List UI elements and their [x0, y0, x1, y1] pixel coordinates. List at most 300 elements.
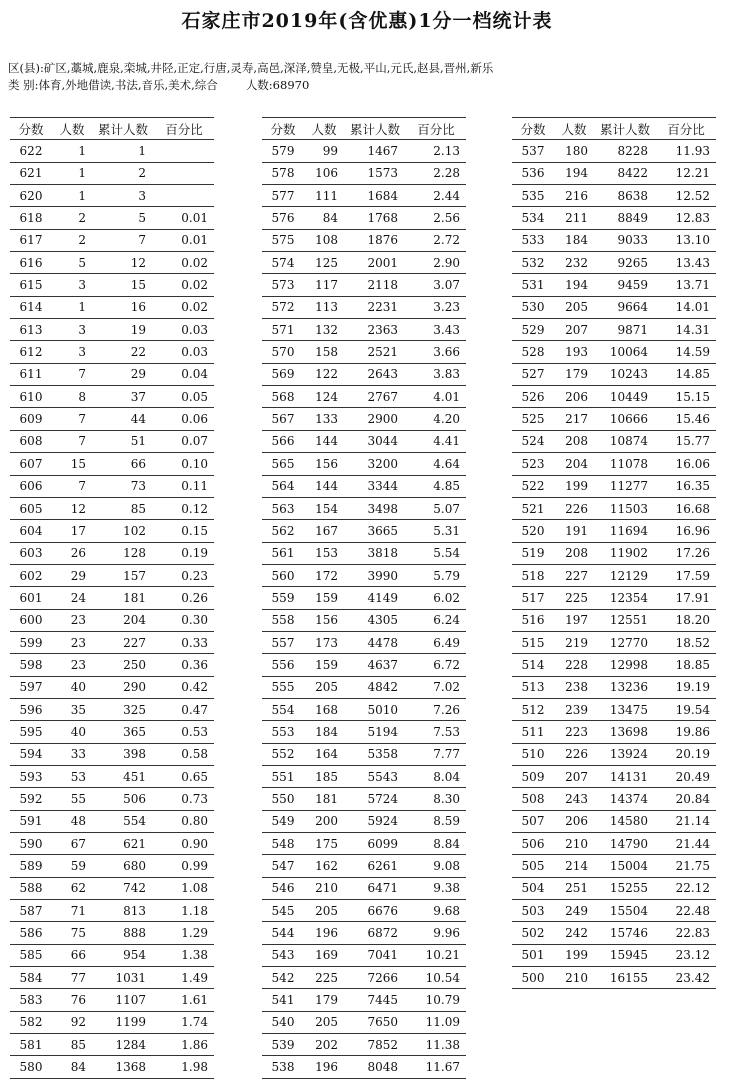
cell-percent: 4.20: [406, 408, 466, 430]
cell-score: 544: [262, 922, 304, 944]
cell-count: 207: [554, 765, 594, 787]
cell-count: 173: [304, 631, 344, 653]
cell-cumulative: 2900: [344, 408, 406, 430]
cell-score: 573: [262, 274, 304, 296]
table-header-row: [262, 118, 466, 140]
cell-cumulative: 6676: [344, 900, 406, 922]
cell-cumulative: 9459: [594, 274, 656, 296]
cell-score: 522: [512, 475, 554, 497]
cell-score: 552: [262, 743, 304, 765]
total-count: 人数:68970: [245, 78, 310, 92]
cell-cumulative: 7650: [344, 1011, 406, 1033]
table-row: [262, 497, 466, 519]
cell-count: 181: [304, 788, 344, 810]
table-row: [262, 162, 466, 184]
cell-count: 133: [304, 408, 344, 430]
header-score: 分数: [262, 118, 304, 140]
cell-count: 239: [554, 698, 594, 720]
cell-score: 601: [10, 587, 52, 609]
cell-score: 598: [10, 654, 52, 676]
table-row: [262, 877, 466, 899]
cell-cumulative: 2521: [344, 341, 406, 363]
cell-percent: 0.04: [154, 363, 214, 385]
cell-percent: 11.09: [406, 1011, 466, 1033]
cell-score: 536: [512, 162, 554, 184]
table-row: [10, 475, 214, 497]
cell-count: 7: [52, 363, 92, 385]
cell-score: 547: [262, 855, 304, 877]
cell-count: 99: [304, 140, 344, 162]
cell-count: 216: [554, 185, 594, 207]
cell-cumulative: 227: [92, 631, 154, 653]
cell-count: 225: [304, 967, 344, 989]
cell-score: 521: [512, 497, 554, 519]
table-row: [10, 363, 214, 385]
cell-percent: 17.91: [656, 587, 716, 609]
cell-percent: 12.83: [656, 207, 716, 229]
table-row: [262, 252, 466, 274]
score-table-1: [10, 117, 214, 1079]
cell-score: 555: [262, 676, 304, 698]
cell-score: 571: [262, 319, 304, 341]
cell-count: 1: [52, 162, 92, 184]
cell-percent: 14.59: [656, 341, 716, 363]
cell-percent: 2.56: [406, 207, 466, 229]
table-row: [512, 654, 716, 676]
table-row: [262, 296, 466, 318]
table-row: [10, 386, 214, 408]
cell-score: 577: [262, 185, 304, 207]
cell-score: 563: [262, 497, 304, 519]
cell-count: 7: [52, 408, 92, 430]
cell-percent: 0.23: [154, 564, 214, 586]
cell-score: 513: [512, 676, 554, 698]
cell-count: 12: [52, 497, 92, 519]
cell-score: 514: [512, 654, 554, 676]
table-row: [512, 140, 716, 162]
cell-score: 595: [10, 721, 52, 743]
table-row: [512, 430, 716, 452]
cell-cumulative: 11078: [594, 453, 656, 475]
table-row: [262, 788, 466, 810]
table-row: [512, 698, 716, 720]
cell-count: 106: [304, 162, 344, 184]
cell-cumulative: 16155: [594, 967, 656, 989]
cell-percent: 3.23: [406, 296, 466, 318]
cell-count: 26: [52, 542, 92, 564]
cell-percent: 0.30: [154, 609, 214, 631]
table-row: [10, 1034, 214, 1056]
header-score: 分数: [10, 118, 52, 140]
cell-cumulative: 10449: [594, 386, 656, 408]
cell-count: 164: [304, 743, 344, 765]
cell-cumulative: 4637: [344, 654, 406, 676]
cell-cumulative: 5010: [344, 698, 406, 720]
table-row: [262, 743, 466, 765]
cell-score: 554: [262, 698, 304, 720]
cell-score: 553: [262, 721, 304, 743]
cell-score: 615: [10, 274, 52, 296]
cell-score: 539: [262, 1034, 304, 1056]
table-row: [262, 140, 466, 162]
cell-score: 511: [512, 721, 554, 743]
table-row: [262, 520, 466, 542]
cell-score: 588: [10, 877, 52, 899]
cell-score: 599: [10, 631, 52, 653]
table-row: [10, 1056, 214, 1078]
cell-percent: 0.01: [154, 229, 214, 251]
cell-score: 589: [10, 855, 52, 877]
cell-percent: 0.07: [154, 430, 214, 452]
cell-cumulative: 12354: [594, 587, 656, 609]
cell-cumulative: 1467: [344, 140, 406, 162]
cell-percent: 0.65: [154, 765, 214, 787]
cell-score: 527: [512, 363, 554, 385]
cell-count: 196: [304, 922, 344, 944]
table-row: [10, 162, 214, 184]
cell-cumulative: 2643: [344, 363, 406, 385]
cell-count: 204: [554, 453, 594, 475]
table-header-row: [512, 118, 716, 140]
cell-cumulative: 3044: [344, 430, 406, 452]
table-row: [262, 542, 466, 564]
cell-cumulative: 19: [92, 319, 154, 341]
cell-score: 576: [262, 207, 304, 229]
cell-score: 597: [10, 676, 52, 698]
cell-score: 520: [512, 520, 554, 542]
cell-count: 92: [52, 1011, 92, 1033]
table-row: [10, 765, 214, 787]
cell-percent: 0.15: [154, 520, 214, 542]
cell-count: 7: [52, 430, 92, 452]
cell-count: 196: [304, 1056, 344, 1078]
table-row: [262, 587, 466, 609]
cell-count: 214: [554, 855, 594, 877]
cell-score: 596: [10, 698, 52, 720]
cell-cumulative: 5358: [344, 743, 406, 765]
table-row: [10, 564, 214, 586]
cell-percent: 0.73: [154, 788, 214, 810]
cell-count: 17: [52, 520, 92, 542]
cell-count: 71: [52, 900, 92, 922]
cell-cumulative: 365: [92, 721, 154, 743]
cell-percent: 6.02: [406, 587, 466, 609]
cell-count: 197: [554, 609, 594, 631]
cell-count: 184: [304, 721, 344, 743]
cell-percent: 13.10: [656, 229, 716, 251]
cell-count: 3: [52, 341, 92, 363]
cell-cumulative: 51: [92, 430, 154, 452]
cell-cumulative: 85: [92, 497, 154, 519]
cell-score: 593: [10, 765, 52, 787]
cell-percent: 18.20: [656, 609, 716, 631]
table-row: [10, 140, 214, 162]
cell-count: 226: [554, 497, 594, 519]
cell-cumulative: 22: [92, 341, 154, 363]
cell-score: 564: [262, 475, 304, 497]
cell-percent: 8.84: [406, 833, 466, 855]
cell-cumulative: 5543: [344, 765, 406, 787]
cell-cumulative: 3818: [344, 542, 406, 564]
cell-cumulative: 680: [92, 855, 154, 877]
table-row: [512, 162, 716, 184]
cell-percent: 22.12: [656, 877, 716, 899]
cell-cumulative: 8228: [594, 140, 656, 162]
table-row: [10, 408, 214, 430]
cell-percent: 4.41: [406, 430, 466, 452]
cell-percent: 14.01: [656, 296, 716, 318]
cell-count: 132: [304, 319, 344, 341]
cell-count: 67: [52, 833, 92, 855]
cell-score: 546: [262, 877, 304, 899]
table-row: [10, 810, 214, 832]
cell-cumulative: 2767: [344, 386, 406, 408]
cell-percent: 19.54: [656, 698, 716, 720]
cell-cumulative: 1684: [344, 185, 406, 207]
cell-percent: 0.42: [154, 676, 214, 698]
cell-percent: 23.12: [656, 944, 716, 966]
cell-percent: 21.44: [656, 833, 716, 855]
table-row: [512, 252, 716, 274]
cell-count: 232: [554, 252, 594, 274]
table-row: [10, 430, 214, 452]
table-row: [10, 922, 214, 944]
cell-percent: 16.96: [656, 520, 716, 542]
cell-cumulative: 157: [92, 564, 154, 586]
cell-cumulative: 2: [92, 162, 154, 184]
cell-score: 590: [10, 833, 52, 855]
cell-count: 29: [52, 564, 92, 586]
cell-cumulative: 2118: [344, 274, 406, 296]
cell-count: 205: [304, 676, 344, 698]
cell-cumulative: 1199: [92, 1011, 154, 1033]
cell-count: 156: [304, 453, 344, 475]
table-row: [512, 520, 716, 542]
table-row: [512, 810, 716, 832]
cell-count: 199: [554, 475, 594, 497]
table-row: [10, 252, 214, 274]
cell-score: 562: [262, 520, 304, 542]
cell-cumulative: 6261: [344, 855, 406, 877]
cell-percent: 0.10: [154, 453, 214, 475]
cell-score: 534: [512, 207, 554, 229]
cell-percent: 15.77: [656, 430, 716, 452]
cell-count: 156: [304, 609, 344, 631]
table-row: [10, 185, 214, 207]
cell-percent: 11.67: [406, 1056, 466, 1078]
cell-cumulative: 3: [92, 185, 154, 207]
districts-line: 区(县):矿区,藁城,鹿泉,栾城,井陉,正定,行唐,灵寿,高邑,深泽,赞皇,无极,平山,元氏,赵县,晋州,新乐: [8, 61, 494, 75]
cell-score: 541: [262, 989, 304, 1011]
cell-count: 179: [304, 989, 344, 1011]
cell-score: 582: [10, 1011, 52, 1033]
cell-percent: 1.29: [154, 922, 214, 944]
cell-percent: 4.85: [406, 475, 466, 497]
cell-count: 179: [554, 363, 594, 385]
cell-cumulative: 11503: [594, 497, 656, 519]
cell-score: 507: [512, 810, 554, 832]
cell-score: 580: [10, 1056, 52, 1078]
cell-score: 614: [10, 296, 52, 318]
cell-score: 591: [10, 810, 52, 832]
table-row: [10, 207, 214, 229]
cell-percent: 0.02: [154, 296, 214, 318]
cell-score: 568: [262, 386, 304, 408]
table-row: [512, 229, 716, 251]
cell-count: 210: [554, 833, 594, 855]
cell-percent: 2.13: [406, 140, 466, 162]
cell-score: 518: [512, 564, 554, 586]
cell-count: 111: [304, 185, 344, 207]
cell-cumulative: 3665: [344, 520, 406, 542]
table-row: [10, 989, 214, 1011]
cell-percent: 5.07: [406, 497, 466, 519]
table-row: [512, 944, 716, 966]
cell-count: 210: [304, 877, 344, 899]
cell-count: 180: [554, 140, 594, 162]
cell-percent: 20.19: [656, 743, 716, 765]
table-row: [262, 698, 466, 720]
table-row: [512, 363, 716, 385]
cell-percent: 0.36: [154, 654, 214, 676]
cell-percent: 12.52: [656, 185, 716, 207]
cell-cumulative: 11902: [594, 542, 656, 564]
cell-score: 532: [512, 252, 554, 274]
cell-percent: 6.72: [406, 654, 466, 676]
cell-percent: 18.85: [656, 654, 716, 676]
cell-cumulative: 506: [92, 788, 154, 810]
cell-count: 193: [554, 341, 594, 363]
cell-count: 2: [52, 207, 92, 229]
cell-percent: 1.86: [154, 1034, 214, 1056]
cell-count: 158: [304, 341, 344, 363]
cell-cumulative: 1573: [344, 162, 406, 184]
table-row: [10, 900, 214, 922]
cell-count: 208: [554, 430, 594, 452]
cell-count: 24: [52, 587, 92, 609]
categories-line: [8, 77, 309, 93]
cell-count: 200: [304, 810, 344, 832]
cell-score: 530: [512, 296, 554, 318]
cell-count: 205: [554, 296, 594, 318]
cell-cumulative: 10243: [594, 363, 656, 385]
cell-score: 616: [10, 252, 52, 274]
cell-cumulative: 7852: [344, 1034, 406, 1056]
cell-score: 605: [10, 497, 52, 519]
cell-score: 606: [10, 475, 52, 497]
cell-cumulative: 10874: [594, 430, 656, 452]
cell-count: 1: [52, 140, 92, 162]
header-cumulative: 累计人数: [594, 118, 656, 140]
cell-cumulative: 128: [92, 542, 154, 564]
header-cumulative: 累计人数: [92, 118, 154, 140]
table-row: [512, 587, 716, 609]
cell-count: 1: [52, 296, 92, 318]
table-row: [262, 319, 466, 341]
cell-score: 510: [512, 743, 554, 765]
cell-score: 502: [512, 922, 554, 944]
cell-cumulative: 11277: [594, 475, 656, 497]
cell-count: 144: [304, 475, 344, 497]
table-row: [262, 631, 466, 653]
table-row: [262, 855, 466, 877]
table-row: [10, 944, 214, 966]
table-row: [10, 654, 214, 676]
cell-score: 600: [10, 609, 52, 631]
cell-cumulative: 7266: [344, 967, 406, 989]
cell-count: 184: [554, 229, 594, 251]
cell-score: 579: [262, 140, 304, 162]
cell-percent: 11.93: [656, 140, 716, 162]
cell-cumulative: 9265: [594, 252, 656, 274]
cell-score: 621: [10, 162, 52, 184]
cell-count: 228: [554, 654, 594, 676]
cell-cumulative: 10064: [594, 341, 656, 363]
cell-score: 567: [262, 408, 304, 430]
cell-percent: 4.01: [406, 386, 466, 408]
cell-count: 59: [52, 855, 92, 877]
cell-count: 175: [304, 833, 344, 855]
cell-cumulative: 15004: [594, 855, 656, 877]
table-row: [10, 520, 214, 542]
table-row: [512, 877, 716, 899]
cell-cumulative: 5194: [344, 721, 406, 743]
cell-percent: 1.74: [154, 1011, 214, 1033]
cell-count: 85: [52, 1034, 92, 1056]
cell-percent: 10.21: [406, 944, 466, 966]
cell-score: 501: [512, 944, 554, 966]
cell-percent: 0.02: [154, 274, 214, 296]
cell-count: 225: [554, 587, 594, 609]
cell-percent: 17.59: [656, 564, 716, 586]
cell-score: 504: [512, 877, 554, 899]
cell-score: 574: [262, 252, 304, 274]
cell-count: 2: [52, 229, 92, 251]
cell-cumulative: 2001: [344, 252, 406, 274]
cell-cumulative: 3200: [344, 453, 406, 475]
cell-score: 526: [512, 386, 554, 408]
cell-percent: 5.79: [406, 564, 466, 586]
header-percent: 百分比: [656, 118, 716, 140]
cell-score: 586: [10, 922, 52, 944]
cell-count: 84: [304, 207, 344, 229]
cell-cumulative: 44: [92, 408, 154, 430]
cell-score: 620: [10, 185, 52, 207]
cell-cumulative: 11694: [594, 520, 656, 542]
cell-score: 594: [10, 743, 52, 765]
cell-cumulative: 6099: [344, 833, 406, 855]
score-table-2: [262, 117, 466, 1079]
cell-cumulative: 14580: [594, 810, 656, 832]
cell-count: 205: [304, 1011, 344, 1033]
cell-cumulative: 5: [92, 207, 154, 229]
cell-percent: 7.77: [406, 743, 466, 765]
table-row: [512, 564, 716, 586]
cell-score: 508: [512, 788, 554, 810]
cell-percent: 2.72: [406, 229, 466, 251]
cell-score: 572: [262, 296, 304, 318]
cell-cumulative: 5724: [344, 788, 406, 810]
table-row: [262, 900, 466, 922]
cell-score: 525: [512, 408, 554, 430]
cell-count: 117: [304, 274, 344, 296]
table-row: [512, 833, 716, 855]
cell-count: 3: [52, 274, 92, 296]
cell-score: 569: [262, 363, 304, 385]
cell-count: 205: [304, 900, 344, 922]
cell-cumulative: 15255: [594, 877, 656, 899]
cell-score: 566: [262, 430, 304, 452]
